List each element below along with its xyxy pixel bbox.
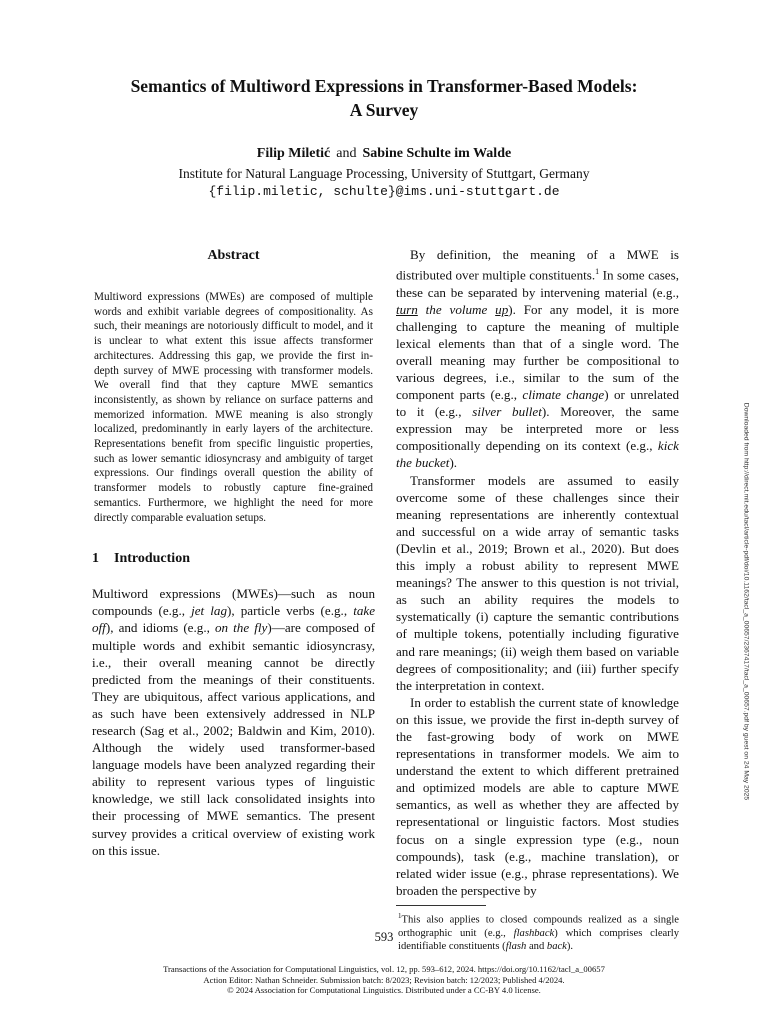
example-take-off: take off	[92, 603, 376, 636]
paper-title	[60, 74, 708, 122]
text-run: )—are composed of multiple words and exhibit semantic idiosyncrasy, i.e., their overall meaning cannot be directly predicted from the meanings of their constituents. They are ubiquitous, affect various applications, and as such have been extensively addressed in NLP research (Sag et al., 2002; Baldwin and Kim, 2010). Although the widely used transformer-based language models have been analyzed regarding their ability to represent various types of linguistic knowledge, we still lack consolidated insights into their processing of MWE semantics. The present survey provides a critical overview of existing work on this issue.	[92, 620, 375, 858]
text-run: and	[526, 941, 547, 953]
example-silver-bullet: silver bullet	[472, 404, 542, 420]
example-up: up	[495, 301, 509, 317]
example-climate-change: climate change	[522, 387, 605, 403]
section-title: Introduction	[114, 551, 190, 567]
text-run: In some cases, these can be separated by intervening material (e.g.,	[396, 267, 679, 300]
author-conjunction: and	[336, 146, 357, 161]
intro-paragraph-1	[92, 585, 375, 859]
example-turn: turn	[396, 301, 418, 317]
footer-citation[interactable]: Transactions of the Association for Computational Linguistics, vol. 12, pp. 593–612, 2024. https://doi.org/10.1162/tacl_a_00657	[163, 964, 605, 974]
footnote-ref-1[interactable]: 1	[595, 267, 600, 277]
section-number: 1	[92, 551, 99, 567]
footnote-divider	[396, 905, 486, 906]
text-run: ). For any model, it is more challenging to capture the meaning of multiple lexical elements than that of a single word. The overall meaning may further be compositional to various degrees, i.e., similar to the sum of the component parts (e.g.,	[396, 301, 679, 403]
example-on-the-fly: on the fly	[214, 620, 268, 636]
text-run: ).	[566, 941, 574, 953]
author-line	[0, 146, 768, 162]
page-number: 593	[374, 930, 394, 944]
abstract-text: Multiword expressions (MWEs) are composed of multiple words and exhibit variable degrees of compositionality. As such, their meanings are notoriously difficult to model, and it is unclear to what extent this issue affects transformer architectures. Addressing this gap, we provide the first in-depth survey of MWE processing with transformer models. We overall find that they capture MWE semantics inconsistently, as shown by reliance on surface patterns and memorized information. MWE meaning is also strongly localized, predominantly in early layers of the architecture. Representations benefit from specific linguistic properties, such as lower semantic idiosyncrasy and ambiguity of target expressions. Our findings overall question the ability of transformer models to robustly capture fine-grained semantics. Furthermore, we highlight the need for more directly comparable evaluation setups.	[94, 291, 373, 524]
text-run: By definition, the meaning of a MWE is distributed over multiple constituents.	[396, 247, 679, 283]
footer-license: © 2024 Association for Computational Linguistics. Distributed under a CC-BY 4.0 license.	[227, 985, 541, 995]
side-download-note	[736, 300, 750, 910]
text-run: This also applies to closed compounds realized as a single orthographic unit (e.g.,	[398, 914, 679, 939]
right-paragraph-3: In order to establish the current state of knowledge on this issue, we provide the first in-depth survey of the fast-growing body of work on MWE representations in transformer models. We aim to understand the extent to which different pretrained and optimized models are able to capture MWE semantics, as well as whether they are affected by representational or linguistic factors. Most studies focus on a single expression type (e.g., noun compounds), task (e.g., machine translation), or related wider issue (e.g., phrase representations). We broaden the perspective by	[396, 694, 679, 898]
title-line-2: A Survey	[349, 100, 419, 120]
right-column	[396, 246, 679, 954]
affiliation: Institute for Natural Language Processing, University of Stuttgart, Germany	[178, 166, 590, 181]
right-paragraph-2: Transformer models are assumed to easily overcome some of these challenges since their meaning representations are inherently contextual and successful on a wide array of semantic tasks (Devlin et al., 2019; Brown et al., 2020). But does this imply a robust ability to represent MWE meanings? The answer to this question is not trivial, as such an ability requires the models to systematically (i) capture the semantic contributions of multiple tokens, potentially including figurative and rare meanings; (ii) weigh them based on variable degrees of compositionality; and (iii) further specify the interpretation in context.	[396, 472, 679, 693]
title-line-1: Semantics of Multiword Expressions in Transformer-Based Models:	[130, 76, 638, 96]
text-run: ) or unrelated to it (e.g.,	[396, 387, 679, 420]
example-back: back	[546, 941, 567, 953]
text-run: ) which comprises clearly identifiable constituents (	[398, 927, 679, 953]
footer-editor: Action Editor: Nathan Schneider. Submission batch: 8/2023; Revision batch: 12/2023; Published 4/2024.	[203, 974, 565, 985]
page-footer	[0, 964, 768, 996]
author-emails: {filip.miletic, schulte}@ims.uni-stuttgart.de	[208, 184, 560, 199]
abstract-heading: Abstract	[207, 248, 260, 263]
download-watermark: Downloaded from http://direct.mit.edu/tacl/article-pdf/doi/10.1162/tacl_a_00657/2367417/tacl_a_00657.pdf by guest on 24 May 2025	[742, 402, 750, 801]
example-flashback: flashback	[513, 927, 555, 939]
footnote-mark: 1	[398, 911, 402, 920]
right-paragraph-1	[396, 246, 679, 472]
text-run: ), and idioms (e.g.,	[105, 620, 215, 636]
example-flash: flash	[505, 941, 527, 953]
example-jet-lag: jet lag	[191, 603, 228, 619]
example-the-volume: the volume	[417, 301, 496, 317]
text-run: ).	[449, 455, 458, 471]
left-column	[92, 246, 375, 859]
author-2: Sabine Schulte im Walde	[362, 146, 512, 161]
text-run: ). Moreover, the same expression may be interpreted more or less compositionally depending on its context (e.g.,	[396, 404, 679, 454]
author-1: Filip Miletić	[256, 146, 331, 161]
example-kick-the-bucket: kick the bucket	[396, 438, 679, 471]
section-heading-introduction	[92, 549, 375, 569]
text-run: ), particle verbs (e.g.,	[227, 603, 354, 619]
text-run: Multiword expressions (MWEs)—such as noun compounds (e.g.,	[92, 586, 375, 619]
